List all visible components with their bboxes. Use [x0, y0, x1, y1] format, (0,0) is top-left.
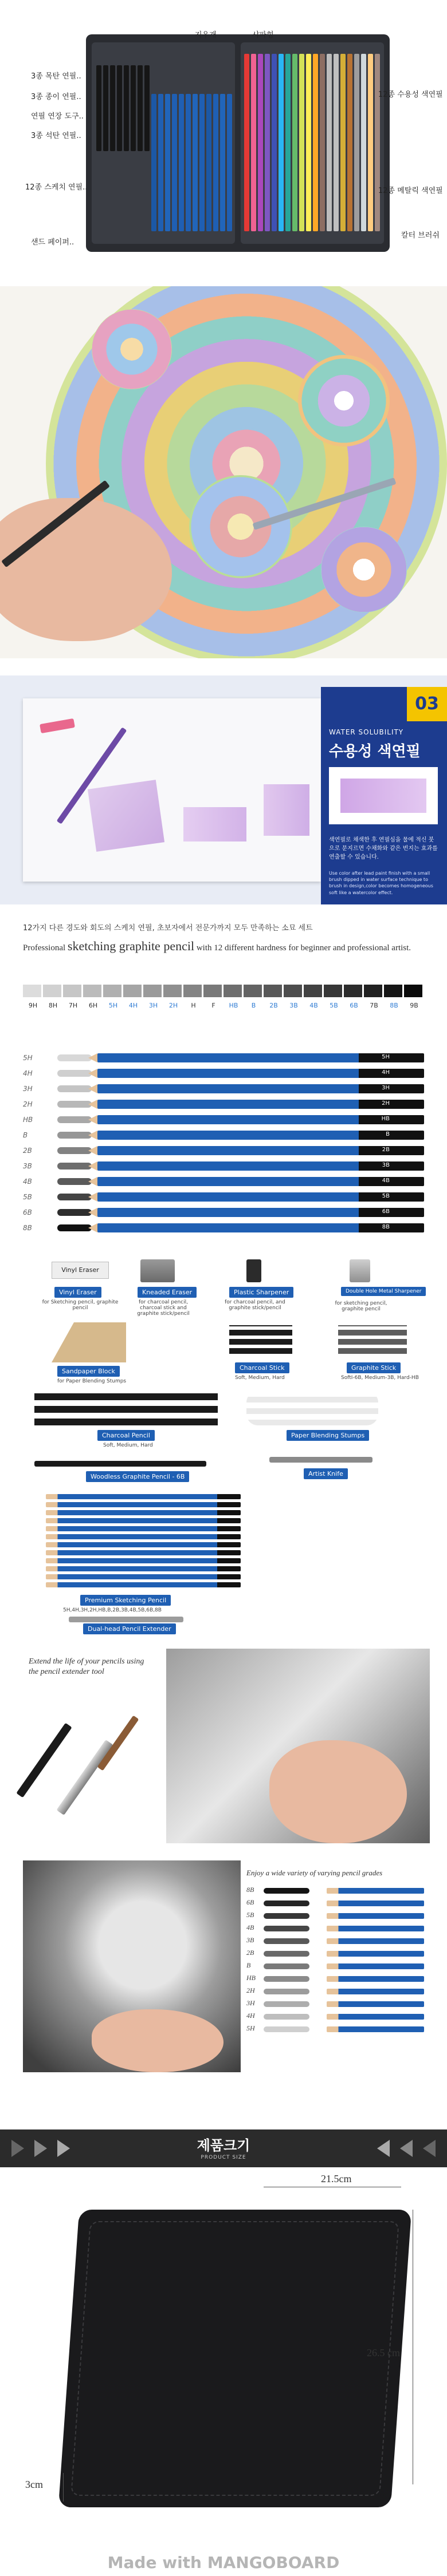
- variety-pencil: [327, 1951, 424, 1957]
- size-title: 제품크기: [197, 2138, 250, 2154]
- pencil-extender: [69, 1617, 183, 1622]
- pencil-grade-label: 4B: [23, 1178, 32, 1186]
- variety-grade: 4H: [246, 2012, 255, 2020]
- hardness-swatch: [23, 985, 41, 997]
- variety-pencil: [327, 1926, 424, 1931]
- hardness-scale: [23, 985, 424, 997]
- variety-stroke: [264, 1926, 309, 1931]
- pencil-mark: 4H: [382, 1069, 390, 1076]
- hardness-label: 6H: [88, 1002, 98, 1009]
- variety-grade: 4B: [246, 1923, 254, 1931]
- card-kicker: WATER SOLUBILITY: [329, 728, 404, 736]
- size-subtitle: PRODUCT SIZE: [201, 2155, 246, 2160]
- case-pencil: [110, 65, 115, 151]
- hardness-label: 4H: [128, 1002, 138, 1009]
- premium-pencil: [46, 1518, 241, 1523]
- variety-pencil: [327, 2026, 424, 2032]
- pink-pencil: [40, 718, 75, 733]
- pencil-row: [23, 1176, 424, 1187]
- pencil-body: [97, 1053, 424, 1062]
- pencil-stroke: [57, 1178, 92, 1185]
- premium-pencil: [46, 1526, 241, 1531]
- case-pencil: [199, 94, 205, 231]
- hardness-swatch: [384, 985, 402, 997]
- label-extender: 연필 연장 도구..: [31, 112, 84, 121]
- hardness-label: 5H: [108, 1002, 118, 1009]
- label-color-24: 12종 수용성 색연필: [378, 90, 443, 99]
- pencil-stroke: [57, 1163, 92, 1170]
- extender-silver: [56, 1740, 113, 1815]
- case-pencil: [220, 94, 225, 231]
- metal-sharpener-sub: for sketching pencil, graphite pencil: [335, 1301, 387, 1312]
- flower-motif: [321, 527, 407, 613]
- charcoal-pencil-tag: Charcoal Pencil: [97, 1430, 155, 1441]
- color-pencil: [361, 54, 366, 231]
- plastic-sharpener-sub: for charcoal pencil, and graphite stick/pencil: [225, 1299, 285, 1311]
- pencil-stroke: [57, 1224, 92, 1231]
- color-pencil: [285, 54, 291, 231]
- color-pencil: [327, 54, 332, 231]
- hardness-swatch: [344, 985, 362, 997]
- color-pencil: [306, 54, 311, 231]
- case-pencil: [103, 65, 108, 151]
- knife-tag: Artist Knife: [304, 1468, 348, 1479]
- swatch-wet: [183, 807, 246, 841]
- intro-highlight: sketching graphite pencil: [67, 939, 195, 953]
- label-knife: 칼터 브러쉬: [401, 231, 440, 240]
- hardness-label: HB: [229, 1002, 238, 1009]
- case-pencil: [131, 65, 136, 151]
- extender-section: [0, 1649, 447, 1843]
- product-size-section: [0, 2118, 447, 2576]
- dim-width: 21.5cm: [321, 2173, 352, 2184]
- swatch-dry: [88, 780, 164, 852]
- color-pencil: [244, 54, 249, 231]
- color-pencil: [265, 54, 270, 231]
- hardness-label: 2H: [168, 1002, 178, 1009]
- artist-knife: [269, 1457, 372, 1463]
- pencil-mark: 4B: [382, 1178, 390, 1184]
- pouch-stitch: [70, 2221, 399, 2496]
- variety-stroke: [264, 2026, 309, 2032]
- pencil-grade-label: HB: [23, 1116, 33, 1124]
- pencil-body: [97, 1208, 424, 1217]
- color-pencil: [334, 54, 339, 231]
- case-pencil: [206, 94, 211, 231]
- color-pencil: [347, 54, 352, 231]
- pencil-grade-label: 5H: [23, 1054, 33, 1062]
- hardness-label: 7H: [68, 1002, 78, 1009]
- dim-height: 26.5 cm: [367, 2347, 400, 2358]
- intro-suffix: with 12 different hardness for beginner and professional artist.: [194, 943, 411, 953]
- pencil-case: [86, 34, 390, 252]
- pencil-row: [23, 1160, 424, 1172]
- variety-pencil: [327, 1976, 424, 1982]
- hardness-label: 4B: [309, 1002, 318, 1009]
- color-pencil: [251, 54, 256, 231]
- variety-stroke: [264, 1913, 309, 1919]
- hardness-label: H: [191, 1002, 196, 1009]
- premium-tag: Premium Sketching Pencil: [80, 1595, 171, 1606]
- dim-depth: 3cm: [25, 2479, 43, 2490]
- info-card: [321, 687, 447, 904]
- hardness-labels: [23, 1002, 424, 1009]
- card-swatch: [329, 767, 438, 824]
- variety-stroke: [264, 1963, 309, 1969]
- variety-stroke: [264, 1938, 309, 1944]
- pencil-grade-label: B: [23, 1131, 28, 1139]
- label-pastel: 3종 종이 연필..: [31, 93, 81, 101]
- hardness-label: 9B: [410, 1002, 418, 1009]
- charcoal-pencil-sub: Soft, Medium, Hard: [103, 1443, 153, 1448]
- variety-grade: B: [246, 1961, 251, 1969]
- mandala-photo-section: [0, 286, 447, 658]
- case-pencil: [144, 65, 150, 151]
- premium-pencil: [46, 1582, 241, 1587]
- kneaded-eraser-tag: Kneaded Eraser: [138, 1287, 197, 1298]
- pencil-mark: 5H: [382, 1054, 390, 1060]
- stumps-tag: Paper Blending Stumps: [287, 1430, 369, 1441]
- pencil-mark: 3H: [382, 1085, 390, 1091]
- variety-grade: 3H: [246, 1999, 255, 2007]
- pencil-body: [97, 1192, 424, 1202]
- variety-pencil: [327, 2014, 424, 2020]
- premium-sub: 5H,4H,3H,2H,HB,B,2B,3B,4B,5B,6B,8B: [63, 1607, 162, 1613]
- pencil-mark: 5B: [382, 1193, 390, 1199]
- hardness-label: 5B: [330, 1002, 338, 1009]
- variety-grade: 8B: [246, 1886, 254, 1894]
- pencil-stroke: [57, 1070, 92, 1077]
- hardness-swatch: [304, 985, 322, 997]
- hardness-swatch: [103, 985, 121, 997]
- plastic-sharpener-tag: Plastic Sharpener: [229, 1287, 293, 1298]
- pencil-grade-label: 5B: [23, 1193, 32, 1201]
- case-right-half: [241, 42, 384, 244]
- swatch-blend: [264, 784, 309, 836]
- hardness-swatch: [43, 985, 61, 997]
- pencil-stroke: [57, 1132, 92, 1139]
- vinyl-eraser-tag: Vinyl Eraser: [54, 1287, 101, 1298]
- pencil-row: [23, 1145, 424, 1156]
- hardness-label: 8B: [390, 1002, 398, 1009]
- pencil-body: [97, 1146, 424, 1155]
- hardness-swatch: [203, 985, 222, 997]
- sandpaper-sub: for Paper Blending Stumps: [57, 1378, 127, 1384]
- sandpaper-tag: Sandpaper Block: [57, 1366, 120, 1377]
- woodless-pencil: [34, 1461, 206, 1467]
- variety-pencil: [327, 1963, 424, 1969]
- variety-pencil: [327, 1938, 424, 1944]
- color-pencil: [313, 54, 318, 231]
- water-soluble-section: [0, 675, 447, 904]
- hardness-swatch: [244, 985, 262, 997]
- graphite-stick-tag: Graphite Stick: [347, 1362, 401, 1373]
- variety-stroke: [264, 1989, 309, 1994]
- pencil-grade-label: 2B: [23, 1147, 32, 1155]
- hardness-swatch: [183, 985, 202, 997]
- kneaded-eraser-sub: for charcoal pencil, charcoal stick and graphite stick/pencil: [137, 1299, 190, 1317]
- pencil-row: [23, 1222, 424, 1234]
- watermark: Made with MANGOBOARD: [107, 2553, 340, 2572]
- pencil-stroke: [57, 1101, 92, 1108]
- variety-pencil: [327, 1913, 424, 1919]
- case-pencil: [117, 65, 122, 151]
- pencil-row: [23, 1129, 424, 1141]
- pencil-body: [97, 1223, 424, 1232]
- pencil-body: [97, 1177, 424, 1186]
- color-pencil: [368, 54, 373, 231]
- pencil-body: [97, 1115, 424, 1124]
- hardness-swatch: [324, 985, 342, 997]
- color-pencil: [375, 54, 380, 231]
- pencil-mark: 2B: [382, 1147, 390, 1153]
- hardness-label: 3B: [289, 1002, 298, 1009]
- variety-grade: HB: [246, 1974, 256, 1982]
- variety-pencil: [327, 1901, 424, 1906]
- depth-line: [63, 2473, 64, 2502]
- color-pencil: [320, 54, 325, 231]
- color-pencil: [258, 54, 263, 231]
- pencil-body: [97, 1069, 424, 1078]
- pencil-mark: 2H: [382, 1100, 390, 1107]
- card-desc-en: Use color after lead paint finish with a small brush dipped in water surface technique to brush in design,color becomes homogeneous soft like a watercolor effect.: [329, 871, 433, 895]
- kit-components-section: [0, 1248, 447, 1637]
- label-sharpener: 샤파형: [252, 31, 274, 39]
- case-pencil: [179, 94, 184, 231]
- pencil-stroke: [57, 1194, 92, 1200]
- variety-grade: 5H: [246, 2024, 255, 2032]
- pencil-grade-label: 3B: [23, 1162, 32, 1170]
- extender-black: [16, 1723, 72, 1798]
- premium-pencil: [46, 1574, 241, 1579]
- variety-grade: 2B: [246, 1949, 254, 1957]
- pencil-body: [97, 1100, 424, 1109]
- variety-section: [0, 1860, 447, 2072]
- metal-sharpener: [350, 1259, 370, 1282]
- pencil-mark: 8B: [382, 1224, 390, 1230]
- label-ruler: 지우개: [195, 31, 217, 39]
- pencil-row: [23, 1068, 424, 1079]
- case-pencil: [193, 94, 198, 231]
- hardness-label: 3H: [148, 1002, 158, 1009]
- variety-grade: 5B: [246, 1911, 254, 1919]
- label-charcoal: 3종 목탄 연필..: [31, 72, 81, 81]
- hand-drawing: [269, 1740, 407, 1843]
- case-pencil: [151, 94, 156, 231]
- pencil-grades-section: [0, 1048, 447, 1248]
- hardness-swatch: [163, 985, 182, 997]
- color-pencil: [279, 54, 284, 231]
- card-title: 수용성 색연필: [329, 743, 421, 760]
- hardness-swatch: [404, 985, 422, 997]
- label-sketch-12: 12종 스케치 연필..: [25, 183, 88, 192]
- hardness-swatch: [364, 985, 382, 997]
- case-pencil: [172, 94, 177, 231]
- charcoal-pencils: [34, 1391, 218, 1425]
- graphite-sticks: [338, 1325, 407, 1354]
- label-sandpaper: 샌드 페이퍼..: [31, 238, 74, 247]
- vinyl-eraser-sub: for Sketching pencil, graphite pencil: [42, 1299, 119, 1311]
- case-pencil: [186, 94, 191, 231]
- variety-stroke: [264, 1888, 309, 1894]
- intro-prefix: Professional: [23, 943, 68, 953]
- variety-stroke: [264, 2014, 309, 2020]
- case-pencil: [96, 65, 101, 151]
- pencil-stroke: [57, 1209, 92, 1216]
- badge-number: 03: [407, 687, 447, 721]
- variety-stroke: [264, 1901, 309, 1906]
- case-pencil: [165, 94, 170, 231]
- pencil-row: [23, 1207, 424, 1218]
- card-desc: 색연필로 채색한 후 연필심을 물에 적신 붓으로 문지르면 수채화와 같은 번지는 효과를 연출할 수 있습니다.: [329, 837, 438, 860]
- pencil-row: [23, 1099, 424, 1110]
- hardness-swatch: [284, 985, 302, 997]
- premium-pencil: [46, 1558, 241, 1563]
- hardness-swatch: [143, 985, 162, 997]
- drawing-photo: [166, 1649, 430, 1843]
- pencil-mark: 3B: [382, 1162, 390, 1168]
- hardness-label: 6B: [350, 1002, 358, 1009]
- vinyl-eraser: Vinyl Eraser: [52, 1262, 109, 1279]
- color-pencil: [354, 54, 359, 231]
- flower-motif: [189, 475, 292, 578]
- pencil-body: [97, 1161, 424, 1171]
- pencil-grade-label: 6B: [23, 1208, 32, 1216]
- variety-pencil: [327, 2001, 424, 2007]
- variety-stroke: [264, 1951, 309, 1957]
- variety-caption: Enjoy a wide variety of varying pencil grades: [246, 1868, 383, 1877]
- pencil-grade-label: 2H: [23, 1100, 33, 1108]
- variety-grade: 2H: [246, 1986, 255, 1994]
- hardness-label: B: [251, 1002, 256, 1009]
- pencil-row: [23, 1191, 424, 1203]
- sandpaper-block: [52, 1322, 126, 1362]
- metal-sharpener-tag: Double Hole Metal Sharpener: [341, 1287, 426, 1296]
- flower-motif: [92, 309, 172, 389]
- case-left-half: [92, 42, 235, 244]
- variety-grade: 6B: [246, 1898, 254, 1906]
- color-pencil: [292, 54, 297, 231]
- card-swatch-fill: [340, 779, 426, 813]
- charcoal-stick-tag: Charcoal Stick: [235, 1362, 289, 1373]
- case-pencil: [124, 65, 129, 151]
- graphite-stick-sub: SoftI-6B, Medium-3B, Hard-HB: [341, 1375, 419, 1381]
- blending-stumps: [246, 1391, 378, 1425]
- case-pencil: [213, 94, 218, 231]
- hardness-swatch: [123, 985, 142, 997]
- charcoal-stick-sub: Soft, Medium, Hard: [235, 1375, 285, 1381]
- case-pencil: [138, 65, 143, 151]
- pencil-stroke: [57, 1116, 92, 1123]
- pencil-row: [23, 1114, 424, 1125]
- kneaded-eraser: [140, 1259, 175, 1282]
- pencil-stroke: [57, 1085, 92, 1092]
- premium-pencil: [46, 1502, 241, 1507]
- hardness-swatch: [223, 985, 242, 997]
- flower-motif: [298, 355, 390, 447]
- hardness-swatch: [83, 985, 101, 997]
- woodless-tag: Woodless Graphite Pencil - 6B: [86, 1471, 189, 1482]
- pencil-grade-label: 8B: [23, 1224, 32, 1232]
- hardness-label: F: [211, 1002, 215, 1009]
- premium-pencil: [46, 1566, 241, 1571]
- variety-pencil: [327, 1888, 424, 1894]
- product-pouch: [58, 2210, 411, 2507]
- variety-grade: 3B: [246, 1936, 254, 1944]
- pencil-mark: 6B: [382, 1208, 390, 1215]
- premium-pencils: [34, 1494, 246, 1591]
- intro-korean: 12가지 다른 경도와 회도의 스케치 연필, 초보자에서 전문가까지 모두 만족하는 소묘 세트: [23, 924, 313, 933]
- pencil-grade-label: 4H: [23, 1069, 33, 1077]
- extender-tag: Dual-head Pencil Extender: [83, 1623, 176, 1634]
- hardness-label: 8H: [48, 1002, 58, 1009]
- swatch-paper: [23, 698, 321, 882]
- charcoal-sticks: [229, 1325, 292, 1354]
- pencil-row: [23, 1083, 424, 1095]
- premium-pencil: [46, 1550, 241, 1555]
- hand-holding-pencil: [92, 2009, 223, 2072]
- label-stick-charcoal: 3종 석탄 연필..: [31, 132, 81, 140]
- color-pencil: [299, 54, 304, 231]
- pencil-row: [23, 1052, 424, 1064]
- variety-pencil: [327, 1989, 424, 1994]
- pencil-body: [97, 1131, 424, 1140]
- hardness-label: 7B: [370, 1002, 378, 1009]
- sculpture-drawing: [23, 1860, 241, 2072]
- pencil-stroke: [57, 1147, 92, 1154]
- premium-pencil: [46, 1534, 241, 1539]
- hardness-swatch: [264, 985, 282, 997]
- label-metallic-12: 12종 메탈릭 색연필: [378, 187, 443, 195]
- extender-caption: Extend the life of your pencils using the pencil extender tool: [29, 1657, 144, 1677]
- color-pencil: [272, 54, 277, 231]
- intro-english: [23, 938, 424, 955]
- variety-stroke: [264, 2001, 309, 2007]
- pencil-mark: B: [386, 1131, 390, 1137]
- premium-pencil: [46, 1510, 241, 1515]
- case-overview-section: [0, 0, 447, 258]
- pencil-mark: HB: [381, 1116, 390, 1122]
- pencil-stroke: [57, 1054, 92, 1061]
- hardness-swatch: [63, 985, 81, 997]
- variety-stroke: [264, 1976, 309, 1982]
- premium-pencil: [46, 1494, 241, 1499]
- pencil-body: [97, 1084, 424, 1093]
- product-size-banner: [0, 2129, 447, 2167]
- premium-pencil: [46, 1542, 241, 1547]
- color-pencil: [340, 54, 346, 231]
- plastic-sharpener: [246, 1259, 261, 1282]
- extender-panel: [23, 1649, 160, 1843]
- case-pencil: [158, 94, 163, 231]
- hardness-label: 2B: [269, 1002, 278, 1009]
- pencil-grade-label: 3H: [23, 1085, 33, 1093]
- hardness-label: 9H: [28, 1002, 38, 1009]
- intro-section: [0, 910, 447, 1025]
- case-pencil: [227, 94, 232, 231]
